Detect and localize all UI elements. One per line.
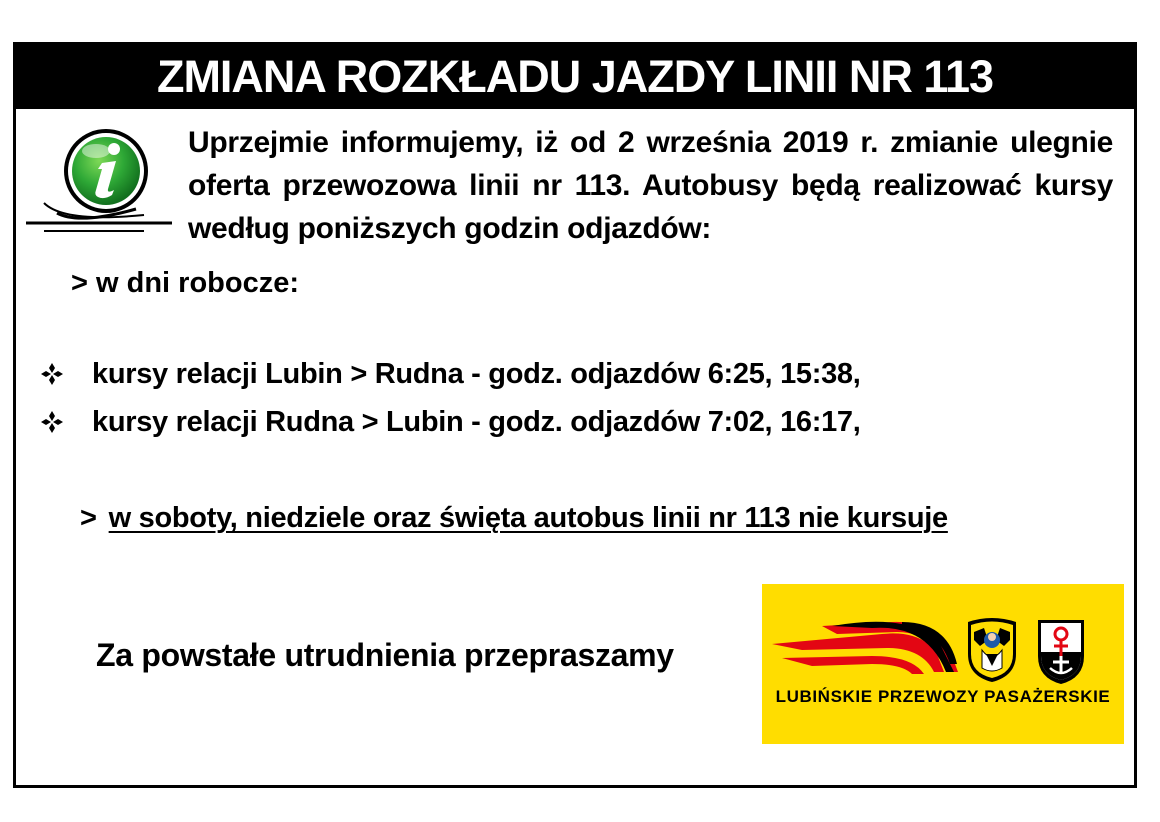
- page-title: ZMIANA ROZKŁADU JAZDY LINII NR 113: [156, 51, 994, 102]
- weekend-text: w soboty, niedziele oraz święta autobus linii nr 113 nie kursuje: [108, 502, 948, 534]
- logo-graphic: [762, 584, 1124, 744]
- course-text: kursy relacji Lubin > Rudna - godz. odjazdów 6:25, 15:38,: [92, 357, 861, 390]
- coat-of-arms-icon: [1038, 620, 1084, 684]
- diamond-bullet-icon: [40, 362, 64, 386]
- list-item: [40, 398, 861, 446]
- diamond-bullet-icon: [40, 410, 64, 434]
- info-icon: [24, 127, 174, 237]
- weekday-arrow: >: [71, 267, 88, 299]
- logo-text: LUBIŃSKIE PRZEWOZY PASAŻERSKIE: [775, 687, 1111, 706]
- apology-text: Za powstałe utrudnienia przepraszamy: [96, 637, 674, 673]
- weekday-heading: [71, 267, 299, 300]
- title-bar: [16, 45, 1134, 109]
- course-list: [40, 350, 861, 446]
- intro-text: Uprzejmie informujemy, iż od 2 września 2019 r. zmianie ulegnie oferta przewozowa linii nr 113. Autobusy będą realizować kursy według poniższych godzin odjazdów:: [188, 126, 1113, 245]
- weekend-notice: [80, 502, 948, 535]
- weekend-arrow: >: [80, 502, 97, 534]
- company-logo: [762, 584, 1124, 744]
- course-text: kursy relacji Rudna > Lubin - godz. odjazdów 7:02, 16:17,: [92, 405, 861, 438]
- list-item: [40, 350, 861, 398]
- notice-frame: [13, 42, 1137, 788]
- weekday-label: w dni robocze:: [96, 267, 299, 299]
- coat-of-arms-icon: [968, 618, 1016, 682]
